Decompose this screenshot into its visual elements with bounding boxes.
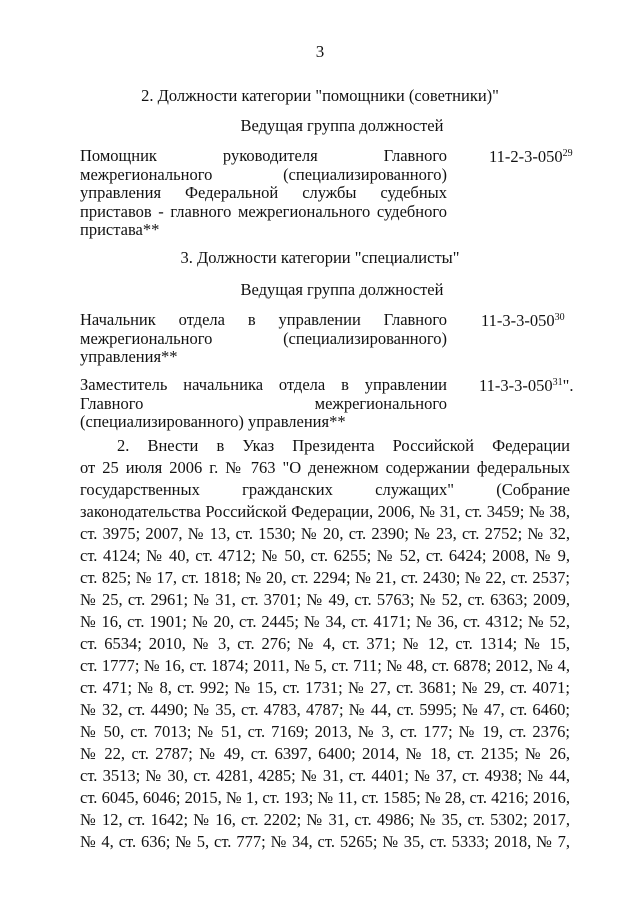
paragraph-line: № 16, ст. 1901; № 20, ст. 2445; № 34, ст. 4171; № 36, ст. 4312; № 52,	[80, 612, 570, 631]
paragraph-line: № 12, ст. 1642; № 16, ст. 2202; № 31, ст. 4986; № 35, ст. 5302; 2017,	[80, 810, 570, 829]
footnote-marker: 29	[562, 148, 573, 159]
paragraph-line: № 25, ст. 2961; № 31, ст. 3701; № 49, ст. 5763; № 52, ст. 6363; 2009,	[80, 590, 570, 609]
paragraph-line: от 25 июля 2006 г. № 763 "О денежном содержании федеральных	[80, 458, 570, 477]
paragraph-line: ст. 6534; 2010, № 3, ст. 276; № 4, ст. 371; № 12, ст. 1314; № 15,	[80, 634, 570, 653]
paragraph-line: ст. 3975; 2007, № 13, ст. 1530; № 20, ст. 2390; № 23, ст. 2752; № 32,	[80, 524, 570, 543]
page-number: 3	[315, 42, 325, 61]
section-3-heading: 3. Должности категории "специалисты"	[180, 248, 460, 267]
paragraph-line: ст. 1777; № 16, ст. 1874; 2011, № 5, ст. 711; № 48, ст. 6878; 2012, № 4,	[80, 656, 570, 675]
section-3-group-heading: Ведущая группа должностей	[240, 280, 444, 299]
paragraph-line: 2. Внести в Указ Президента Российской Федерации	[117, 436, 570, 455]
position-title: Начальник отдела в управлении Главного межрегионального (специализированного) управления**	[80, 310, 447, 366]
section-2-group-heading: Ведущая группа должностей	[240, 116, 444, 135]
position-title: Помощник руководителя Главного межрегионального (специализированного) управления Федеральной службы судебных приставов - главного межрегионального судебного пристава**	[80, 146, 447, 239]
section-2-heading: 2. Должности категории "помощники (советники)"	[141, 86, 499, 105]
paragraph-line: № 22, ст. 2787; № 49, ст. 6397, 6400; 2014, № 18, ст. 2135; № 26,	[80, 744, 570, 763]
position-code-suffix: ".	[562, 376, 574, 395]
paragraph-line: ст. 6045, 6046; 2015, № 1, ст. 193; № 11, ст. 1585; № 28, ст. 4216; 2016,	[80, 788, 570, 807]
footnote-marker: 31	[552, 377, 563, 388]
paragraph-line: законодательства Российской Федерации, 2006, № 31, ст. 3459; № 38,	[80, 502, 570, 521]
paragraph-line: № 32, ст. 4490; № 35, ст. 4783, 4787; № 44, ст. 5995; № 47, ст. 6460;	[80, 700, 570, 719]
footnote-marker: 30	[554, 312, 565, 323]
paragraph-line: ст. 4124; № 40, ст. 4712; № 50, ст. 6255; № 52, ст. 6424; 2008, № 9,	[80, 546, 570, 565]
position-code	[479, 376, 574, 396]
position-code-value: 11-2-3-050	[489, 147, 563, 166]
position-code-value: 11-3-3-050	[481, 311, 555, 330]
position-code-value: 11-3-3-050	[479, 376, 553, 395]
position-code	[489, 147, 573, 167]
paragraph-line: государственных гражданских служащих" (Собрание	[80, 480, 570, 499]
paragraph-line: ст. 471; № 8, ст. 992; № 15, ст. 1731; № 27, ст. 3681; № 29, ст. 4071;	[80, 678, 570, 697]
paragraph-line: ст. 825; № 17, ст. 1818; № 20, ст. 2294; № 21, ст. 2430; № 22, ст. 2537;	[80, 568, 570, 587]
position-title: Заместитель начальника отдела в управлении Главного межрегионального (специализированного) управления**	[80, 375, 447, 431]
paragraph-line: ст. 3513; № 30, ст. 4281, 4285; № 31, ст. 4401; № 37, ст. 4938; № 44,	[80, 766, 570, 785]
paragraph-line: № 4, ст. 636; № 5, ст. 777; № 34, ст. 5265; № 35, ст. 5333; 2018, № 7,	[80, 832, 570, 851]
position-code	[481, 311, 565, 331]
paragraph-line: № 50, ст. 7013; № 51, ст. 7169; 2013, № 3, ст. 177; № 19, ст. 2376;	[80, 722, 570, 741]
